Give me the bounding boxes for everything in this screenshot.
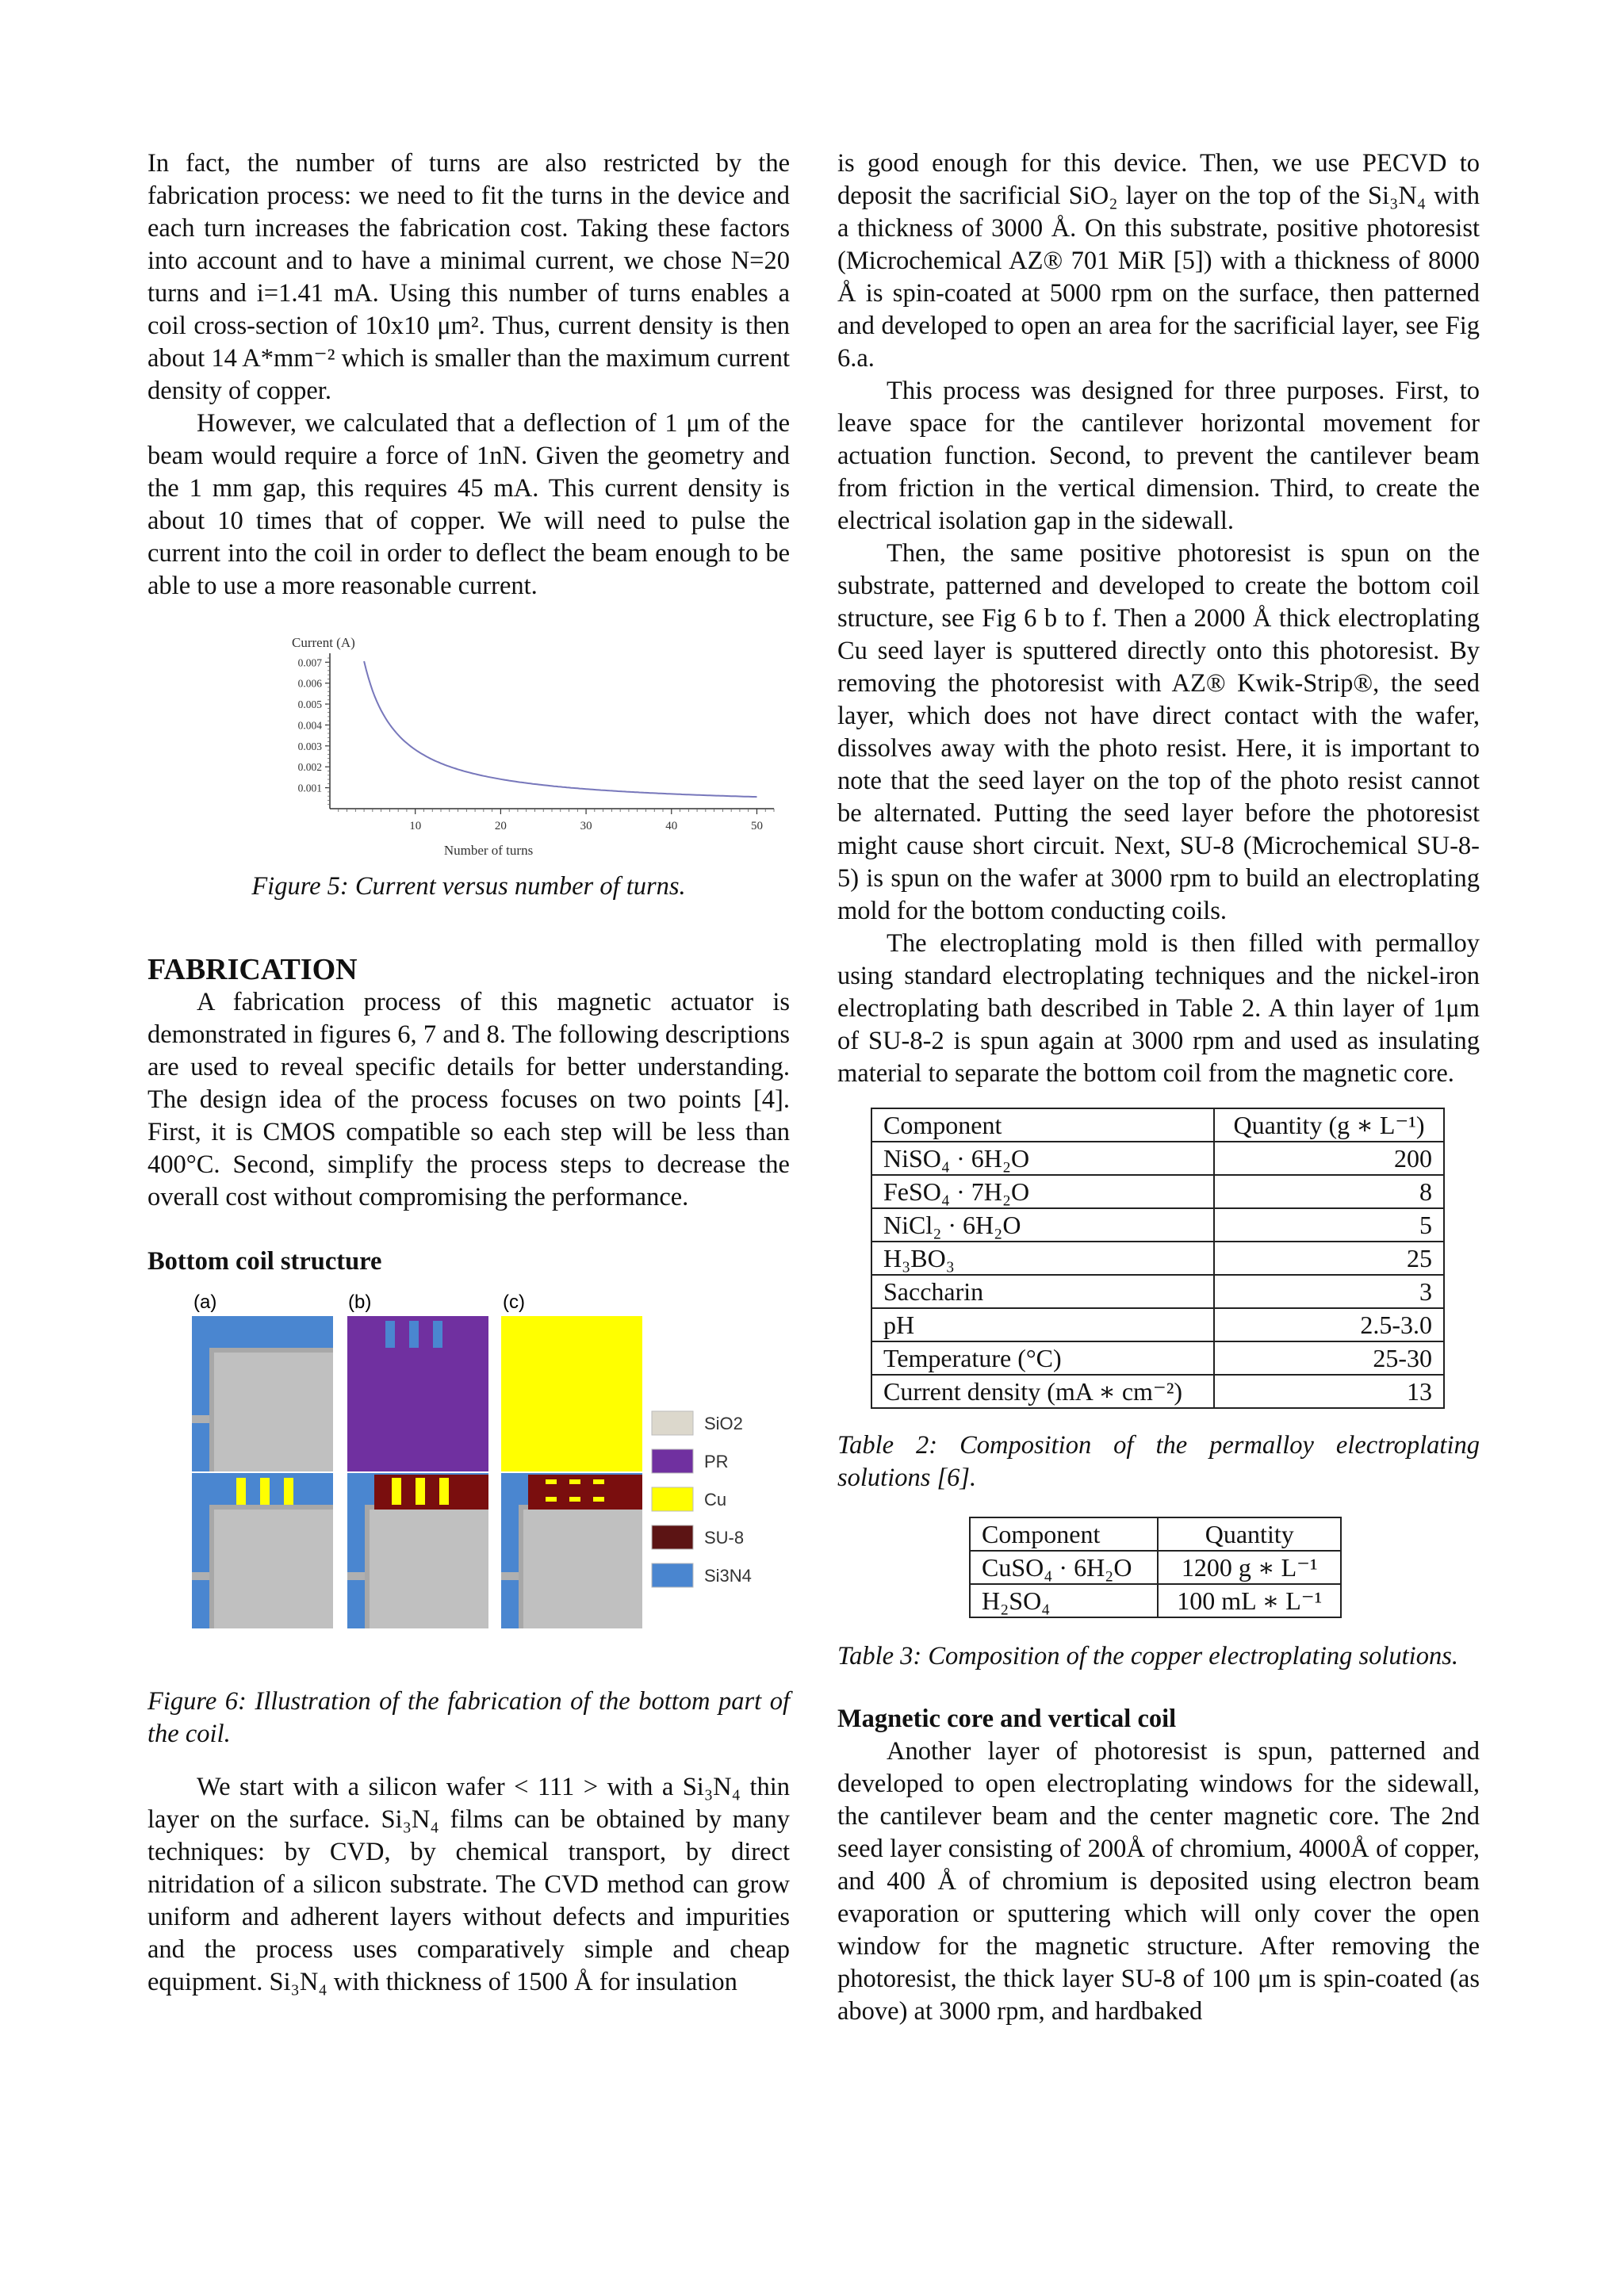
table-cell: Quantity <box>1158 1517 1341 1551</box>
fabrication-illustration <box>147 1284 790 1665</box>
sio2-layer <box>209 1505 333 1510</box>
cu-layer <box>501 1316 642 1471</box>
x-tick-label: 10 <box>409 820 422 832</box>
legend-swatch <box>652 1563 693 1587</box>
isolation-gap <box>192 1572 209 1580</box>
table-row <box>871 1275 1444 1308</box>
su8-mold <box>374 1475 488 1510</box>
table-cell: Quantity (g ∗ L⁻¹) <box>1214 1108 1444 1142</box>
table-row <box>871 1242 1444 1275</box>
table-cell: 1200 g ∗ L⁻¹ <box>1158 1551 1341 1584</box>
su8-mold <box>528 1475 642 1510</box>
panel-label: (a) <box>193 1292 217 1313</box>
panel-label: (c) <box>503 1292 525 1313</box>
sio2-gap <box>209 1348 214 1471</box>
table-header <box>970 1517 1341 1551</box>
section-title: FABRICATION <box>147 953 358 986</box>
si3n4-sidewall <box>192 1316 209 1471</box>
table-cell: 8 <box>1214 1175 1444 1208</box>
cu-coil <box>593 1479 604 1484</box>
legend-label: SiO2 <box>704 1414 743 1433</box>
table-row <box>871 1208 1444 1242</box>
panel-label: (b) <box>348 1292 372 1313</box>
coil-opening <box>385 1321 395 1348</box>
table-cell: Temperature (°C) <box>871 1341 1214 1375</box>
y-tick-label: 0.005 <box>297 698 322 711</box>
cu-coil <box>392 1478 401 1505</box>
y-tick-label: 0.001 <box>297 782 322 794</box>
paragraph: Another layer of photoresist is spun, patterned and developed to open electroplating windows for the sidewall, the cantilever beam and the center magnetic core. The 2nd seed layer consisting of 200Å of chromium, 4000Å of copper, and 400 Å of chromium is deposited using electron beam evaporation or sputtering which will only cover the open window for the magnetic structure. After removing the photoresist, the thick layer SU-8 of 100 μm is spin-coated (as above) at 3000 rpm, and hardbaked <box>837 1737 1480 2026</box>
fabrication-step-panel <box>501 1473 642 1628</box>
table-cell: 25 <box>1214 1242 1444 1275</box>
sio2-gap <box>209 1505 214 1628</box>
x-axis-label: Number of turns <box>443 843 534 858</box>
fabrication-step-panel <box>347 1473 488 1628</box>
legend-swatch <box>652 1449 693 1473</box>
cu-coil <box>416 1478 425 1505</box>
y-axis-label: Current (A) <box>292 635 355 650</box>
table-cell: Saccharin <box>871 1275 1214 1308</box>
table-row <box>970 1551 1341 1584</box>
isolation-gap <box>347 1572 365 1580</box>
table-cell: Component <box>871 1108 1214 1142</box>
table-3 <box>969 1517 1342 1618</box>
fabrication-step-panel <box>347 1316 488 1471</box>
table-cell: H₂SO₄ <box>970 1584 1158 1617</box>
right-column <box>837 147 1480 2028</box>
cu-coil <box>546 1479 557 1484</box>
table-header <box>871 1108 1444 1142</box>
y-tick-label: 0.004 <box>297 719 322 732</box>
fabrication-step-panel <box>501 1316 642 1471</box>
paragraph: This process was designed for three purposes. First, to leave space for the cantilever horizontal movement for actuation function. Second, to prevent the cantilever beam from friction in the vertical dimension. Third, to create the electrical isolation gap in the sidewall. <box>837 377 1480 535</box>
paragraph: A fabrication process of this magnetic actuator is demonstrated in figures 6, 7 and 8. The following descriptions are used to reveal specific details for better understanding. The design idea of the process focuses on two points [4]. First, it is CMOS compatible so each step will be less than 400°C. Second, simplify the process steps to decrease the overall cost without compromising the performance. <box>147 988 790 1211</box>
paragraph: Then, the same positive photoresist is spun on the substrate, patterned and developed to create the bottom coil structure, see Fig 6 b to f. Then a 2000 Å thick electroplating Cu seed layer is sputtered directly onto this photoresist. By removing the photoresist with AZ® Kwik-Strip®, the seed layer, which does not have direct contact with the wafer, dissolves away with the photo resist. Here, it is important to note that the seed layer on the top of the photo resist cannot be alternated. Putting the seed layer before the photoresist might cause short circuit. Next, SU-8 (Microchemical SU-8-5) is spun on the wafer at 3000 rpm to build an electroplating mold for the bottom conducting coils. <box>837 539 1480 925</box>
si3n4-layer <box>192 1316 333 1348</box>
legend-swatch <box>652 1411 693 1435</box>
y-tick-label: 0.002 <box>297 761 322 774</box>
table-cell: CuSO₄ · 6H₂O <box>970 1551 1158 1584</box>
si3n4-sidewall <box>192 1473 209 1628</box>
paragraph: is good enough for this device. Then, we use PECVD to deposit the sacrificial SiO₂ layer on the top of the Si₃N₄ with a thickness of 3000 Å. On this substrate, positive photoresist (Microchemical AZ® 701 MiR [5]) with a thickness of 8000 Å is spin-coated at 5000 rpm on the surface, then patterned and developed to open an area for the sacrificial layer, see Fig 6.a. <box>837 149 1480 373</box>
table-row <box>871 1175 1444 1208</box>
coil-opening <box>409 1321 419 1348</box>
table-cell: 25-30 <box>1214 1341 1444 1375</box>
table-2 <box>871 1108 1445 1409</box>
current-vs-turns-chart <box>147 625 790 858</box>
x-tick-label: 40 <box>665 820 678 832</box>
table-cell: 3 <box>1214 1275 1444 1308</box>
cu-coil <box>569 1497 580 1502</box>
isolation-gap <box>192 1415 209 1423</box>
legend-label: PR <box>704 1452 729 1471</box>
table-row <box>871 1142 1444 1175</box>
fabrication-step-panel <box>192 1316 333 1471</box>
table-cell: 2.5-3.0 <box>1214 1308 1444 1341</box>
table-cell: 100 mL ∗ L⁻¹ <box>1158 1584 1341 1617</box>
table-3-caption: Table 3: Composition of the copper electroplating solutions. <box>837 1642 1458 1670</box>
legend-label: Si3N4 <box>704 1566 752 1586</box>
cu-coil <box>569 1479 580 1484</box>
si3n4-sidewall <box>347 1473 365 1628</box>
cu-coil <box>236 1478 246 1505</box>
table-cell: Component <box>970 1517 1158 1551</box>
table-row <box>970 1584 1341 1617</box>
figure-6-caption: Figure 6: Illustration of the fabrication of the bottom part of the coil. <box>147 1687 790 1748</box>
subsection-title: Magnetic core and vertical coil <box>837 1705 1177 1733</box>
sio2-layer <box>209 1348 333 1353</box>
table-row <box>871 1375 1444 1408</box>
x-tick-label: 30 <box>580 820 592 832</box>
x-tick-label: 20 <box>494 820 507 832</box>
paragraph: However, we calculated that a deflection of 1 μm of the beam would require a force of 1nN. Given the geometry and the 1 mm gap, this requires 45 mA. This current density is about 10 times that of copper. We will need to pulse the current into the coil in order to deflect the beam enough to be able to use a more reasonable current. <box>147 409 790 600</box>
data-line <box>364 661 756 797</box>
y-tick-label: 0.007 <box>297 656 322 669</box>
table-cell: NiSO₄ · 6H₂O <box>871 1142 1214 1175</box>
legend-label: Cu <box>704 1490 727 1510</box>
table-row <box>871 1341 1444 1375</box>
table-cell: 5 <box>1214 1208 1444 1242</box>
left-column <box>147 147 790 1999</box>
table-cell: pH <box>871 1308 1214 1341</box>
table-2-caption: Table 2: Composition of the permalloy electroplating solutions [6]. <box>837 1431 1480 1492</box>
x-tick-label: 50 <box>750 820 763 832</box>
table-cell: NiCl₂ · 6H₂O <box>871 1208 1214 1242</box>
y-tick-label: 0.003 <box>297 740 322 752</box>
table-cell: 200 <box>1214 1142 1444 1175</box>
fabrication-step-panel <box>192 1473 333 1628</box>
isolation-gap <box>501 1572 519 1580</box>
cu-coil <box>593 1497 604 1502</box>
table-cell: H₃BO₃ <box>871 1242 1214 1275</box>
table-row <box>871 1308 1444 1341</box>
sio2-gap <box>365 1505 370 1628</box>
subsection-title: Bottom coil structure <box>147 1247 382 1276</box>
paragraph: In fact, the number of turns are also restricted by the fabrication process: we need to fit the turns in the device and each turn increases the fabrication cost. Taking these factors into account and to have a minimal current, we chose N=20 turns and i=1.41 mA. Using this number of turns enables a coil cross-section of 10x10 μm². Thus, current density is then about 14 A*mm⁻² which is smaller than the maximum current density of copper. <box>147 149 790 405</box>
cu-coil <box>284 1478 293 1505</box>
y-tick-label: 0.006 <box>297 677 322 690</box>
sio2-gap <box>519 1505 523 1628</box>
cu-coil <box>439 1478 449 1505</box>
table-cell: FeSO₄ · 7H₂O <box>871 1175 1214 1208</box>
legend-label: SU-8 <box>704 1528 745 1548</box>
table-cell: 13 <box>1214 1375 1444 1408</box>
figure-5-caption: Figure 5: Current versus number of turns. <box>251 872 686 901</box>
figure-6 <box>147 1284 790 1665</box>
paragraph: The electroplating mold is then filled with permalloy using standard electroplating techniques and the nickel-iron electroplating bath described in Table 2. A thin layer of 1μm of SU-8-2 is spun again at 3000 rpm and used as insulating material to separate the bottom coil from the magnetic core. <box>837 929 1480 1088</box>
cu-coil <box>546 1497 557 1502</box>
paragraph: We start with a silicon wafer < 111 > with a Si₃N₄ thin layer on the surface. Si₃N₄ films can be obtained by many techniques: by CVD, by chemical transport, by direct nitridation of a silicon substrate. The CVD method can grow uniform and adherent layers without defects and impurities and the process uses comparatively simple and cheap equipment. Si₃N₄ with thickness of 1500 Å for insulation <box>147 1773 790 1996</box>
figure-5 <box>147 625 790 858</box>
coil-opening <box>433 1321 442 1348</box>
legend-swatch <box>652 1487 693 1511</box>
table-cell: Current density (mA ∗ cm⁻²) <box>871 1375 1214 1408</box>
cu-coil <box>260 1478 270 1505</box>
si3n4-sidewall <box>501 1473 519 1628</box>
legend-swatch <box>652 1525 693 1549</box>
